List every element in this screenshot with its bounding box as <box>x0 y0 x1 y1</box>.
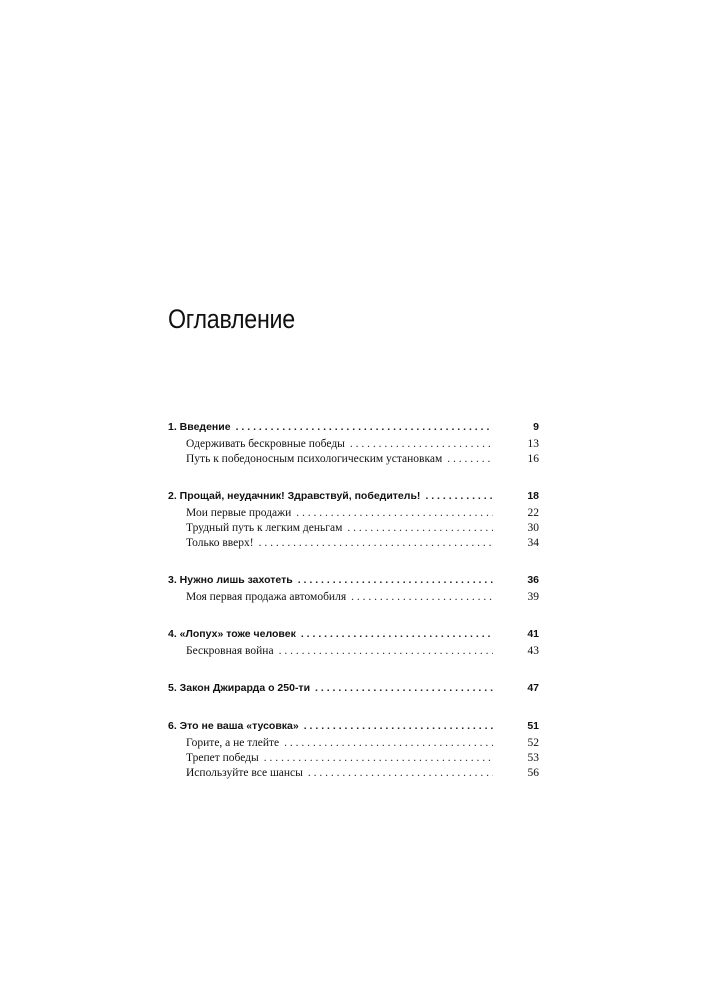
chapter-title: 2. Прощай, неудачник! Здравствуй, победитель! <box>168 490 421 502</box>
section-page-number: 30 <box>527 522 539 534</box>
chapter-page-number: 47 <box>527 682 539 694</box>
chapter-title: 1. Введение <box>168 421 231 433</box>
toc-section-entry[interactable] <box>168 452 539 467</box>
section-title: Одерживать бескровные победы <box>186 438 345 450</box>
dot-leader <box>301 626 493 643</box>
dot-leader <box>264 751 493 766</box>
section-page-number: 39 <box>527 591 539 603</box>
dot-leader <box>351 590 493 605</box>
section-page-number: 53 <box>527 752 539 764</box>
toc-chapter-entry[interactable] <box>168 680 539 697</box>
toc-section-entry[interactable] <box>168 766 539 781</box>
section-page-number: 22 <box>527 507 539 519</box>
section-page-number: 52 <box>527 737 539 749</box>
chapter-title: 3. Нужно лишь захотеть <box>168 574 293 586</box>
section-title: Горите, а не тлейте <box>186 737 280 749</box>
dot-leader <box>350 437 493 452</box>
toc-chapter-entry[interactable] <box>168 419 539 436</box>
page-title: Оглавление <box>168 304 295 334</box>
chapter-title: 4. «Лопух» тоже человек <box>168 628 296 640</box>
toc-chapter-entry[interactable] <box>168 718 539 735</box>
toc-section-entry[interactable] <box>168 751 539 766</box>
section-title: Бескровная война <box>186 645 274 657</box>
toc-section-entry[interactable] <box>168 437 539 452</box>
toc-chapter-entry[interactable] <box>168 626 539 643</box>
dot-leader <box>259 536 493 551</box>
dot-leader <box>296 506 493 521</box>
dot-leader <box>304 718 493 735</box>
dot-leader <box>298 572 493 589</box>
chapter-page-number: 51 <box>527 720 539 732</box>
chapter-page-number: 41 <box>527 628 539 640</box>
toc-section-entry[interactable] <box>168 644 539 659</box>
chapter-page-number: 36 <box>527 574 539 586</box>
dot-leader <box>279 644 493 659</box>
section-page-number: 56 <box>527 767 539 779</box>
section-page-number: 43 <box>527 645 539 657</box>
toc-chapter <box>168 680 539 697</box>
chapter-title: 6. Это не ваша «тусовка» <box>168 720 299 732</box>
dot-leader <box>308 766 493 781</box>
dot-leader <box>447 452 493 467</box>
toc-chapter <box>168 718 539 781</box>
section-title: Путь к победоносным психологическим установкам <box>186 453 443 465</box>
toc-section-entry[interactable] <box>168 506 539 521</box>
section-title: Трудный путь к легким деньгам <box>186 522 343 534</box>
toc-section-entry[interactable] <box>168 590 539 605</box>
toc-chapter-entry[interactable] <box>168 572 539 589</box>
toc-chapter <box>168 419 539 467</box>
dot-leader <box>315 680 493 697</box>
chapter-page-number: 18 <box>527 490 539 502</box>
section-title: Моя первая продажа автомобиля <box>186 591 347 603</box>
section-title: Трепет победы <box>186 752 259 764</box>
toc-chapter <box>168 626 539 659</box>
dot-leader <box>284 736 493 751</box>
section-title: Мои первые продажи <box>186 507 292 519</box>
toc-section-entry[interactable] <box>168 736 539 751</box>
toc-chapter <box>168 488 539 551</box>
chapter-page-number: 9 <box>533 421 539 433</box>
toc-chapter <box>168 572 539 605</box>
toc-section-entry[interactable] <box>168 536 539 551</box>
toc-section-entry[interactable] <box>168 521 539 536</box>
section-title: Только вверх! <box>186 537 254 549</box>
section-page-number: 34 <box>527 537 539 549</box>
dot-leader <box>347 521 493 536</box>
section-page-number: 16 <box>527 453 539 465</box>
chapter-title: 5. Закон Джирарда о 250-ти <box>168 682 311 694</box>
toc-chapter-entry[interactable] <box>168 488 539 505</box>
dot-leader <box>425 488 493 505</box>
dot-leader <box>236 419 493 436</box>
section-page-number: 13 <box>527 438 539 450</box>
section-title: Используйте все шансы <box>186 767 303 779</box>
table-of-contents <box>168 419 539 802</box>
